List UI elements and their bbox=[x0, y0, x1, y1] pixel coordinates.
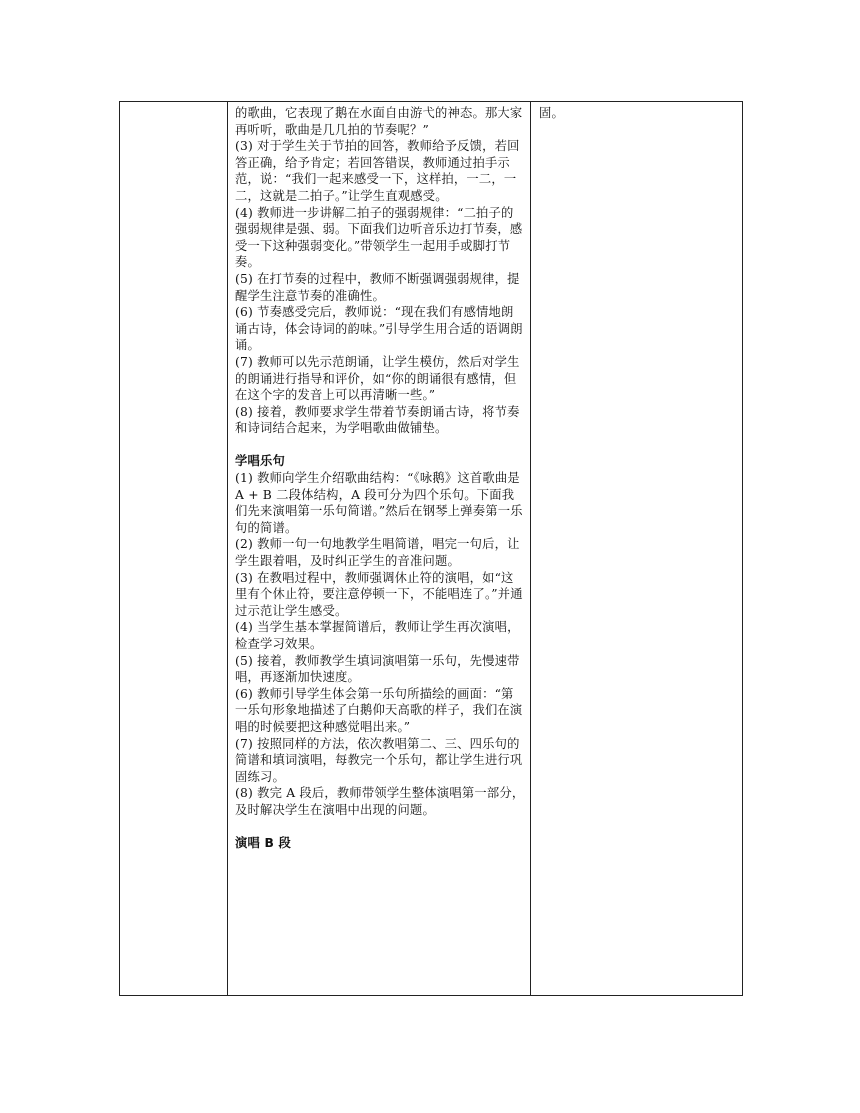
left-column-cell bbox=[120, 102, 228, 996]
process-paragraph: (3) 对于学生关于节拍的回答，教师给予反馈，若回答正确，给予肯定；若回答错误，教师通过拍手示范，说：“我们一起来感受一下，这样拍，一二，一二，这就是二拍子。”让学生直观感受。 bbox=[235, 139, 520, 203]
process-paragraph: (6) 节奏感受完后，教师说：“现在我们有感情地朗诵古诗，体会诗词的韵味。”引导学生用合适的语调朗诵。 bbox=[235, 305, 523, 353]
process-paragraph: 的歌曲，它表现了鹅在水面自由游弋的神态。那大家再听听，歌曲是几几拍的节奏呢？” bbox=[235, 106, 523, 137]
design-intent-cell bbox=[531, 102, 743, 996]
process-paragraph: (5) 接着，教师教学生填词演唱第一乐句，先慢速带唱，再逐渐加快速度。 bbox=[235, 653, 520, 685]
table-row bbox=[120, 102, 743, 996]
blank-line bbox=[235, 819, 526, 836]
process-paragraph: (3) 在教唱过程中，教师强调休止符的演唱，如“这里有个休止符，要注意停顿一下，不能唱连了。”并通过示范让学生感受。 bbox=[235, 570, 523, 618]
process-paragraph: (2) 教师一句一句地教学生唱简谱，唱完一句后，让学生跟着唱，及时纠正学生的音准问题。 bbox=[235, 537, 520, 569]
process-paragraph: (6) 教师引导学生体会第一乐句所描绘的画面：“第一乐句形象地描述了白鹅仰天高歌的样子，我们在演唱的时候要把这种感觉唱出来。” bbox=[235, 686, 523, 734]
process-paragraph: (8) 接着，教师要求学生带着节奏朗诵古诗，将节奏和诗词结合起来，为学唱歌曲做铺垫。 bbox=[235, 404, 520, 436]
process-paragraph: (8) 教完 A 段后，教师带领学生整体演唱第一部分，及时解决学生在演唱中出现的问题。 bbox=[235, 786, 525, 817]
process-paragraph: (4) 教师进一步讲解二拍子的强弱规律：“二拍子的强弱规律是强、弱。下面我们边听音乐边打节奏，感受一下这种强弱变化。”带领学生一起用手或脚打节奏。 bbox=[235, 205, 523, 270]
design-intent-text: 固。 bbox=[539, 106, 564, 120]
process-paragraph: (4) 当学生基本掌握简谱后，教师让学生再次演唱，检查学习效果。 bbox=[235, 620, 520, 651]
section-heading: 学唱乐句 bbox=[235, 454, 285, 469]
left-column-text bbox=[120, 102, 227, 105]
process-paragraph: (7) 按照同样的方法，依次教唱第二、三、四乐句的简谱和填词演唱，每教完一个乐句，都让学生进行巩固练习。 bbox=[235, 736, 523, 784]
teaching-process-cell bbox=[228, 102, 531, 996]
lesson-plan-table bbox=[119, 101, 743, 996]
blank-line bbox=[235, 437, 526, 454]
section-heading: 演唱 B 段 bbox=[235, 836, 292, 851]
process-paragraph: (1) 教师向学生介绍歌曲结构：“《咏鹅》这首歌曲是 A + B 二段体结构，A 段可分为四个乐句。下面我们先来演唱第一乐句简谱。”然后在钢琴上弹奏第一乐句的简谱。 bbox=[235, 471, 523, 535]
process-paragraph: (5) 在打节奏的过程中，教师不断强调强弱规律，提醒学生注意节奏的准确性。 bbox=[235, 271, 520, 303]
process-paragraph: (7) 教师可以先示范朗诵，让学生模仿，然后对学生的朗诵进行指导和评价，如“你的朗诵很有感情，但在这个字的发音上可以再清晰一些。” bbox=[235, 354, 520, 403]
